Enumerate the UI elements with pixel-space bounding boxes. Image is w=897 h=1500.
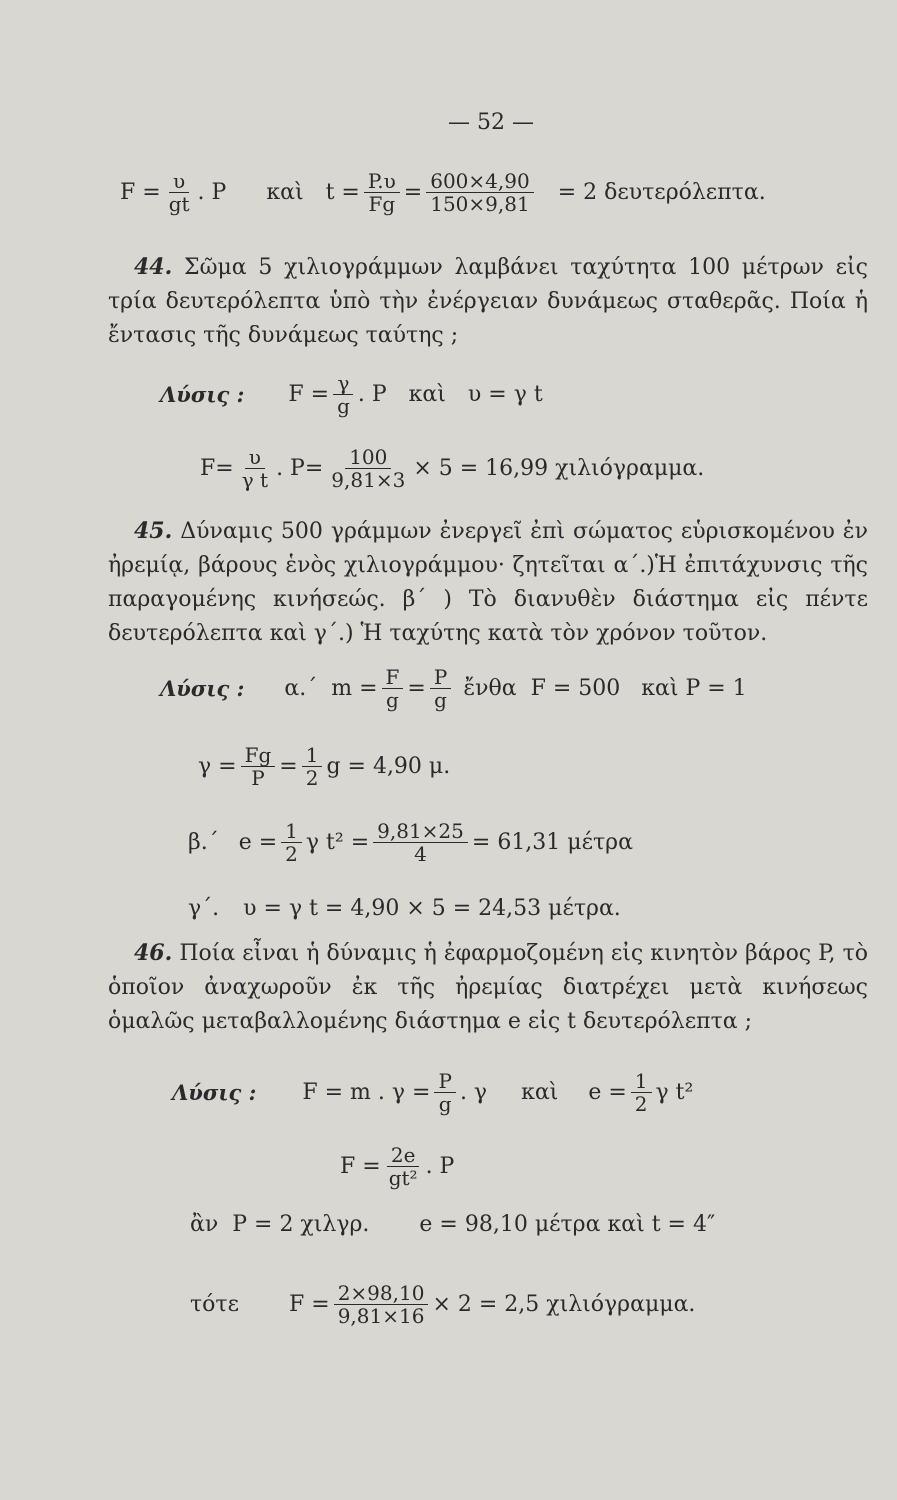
- formula-text: ἂν P = 2 χιλγρ.: [190, 1212, 370, 1237]
- formula-text: F =: [120, 180, 161, 205]
- solution-44-line2: [200, 446, 704, 491]
- formula-text: m =: [331, 676, 378, 701]
- formula-text: ἔνθα F = 500 καὶ P = 1: [463, 676, 747, 701]
- denominator: gt²: [388, 1166, 418, 1190]
- formula-text: . P: [425, 1154, 455, 1179]
- formula-text: . P=: [276, 456, 324, 481]
- solution-45-c: [188, 896, 621, 921]
- fraction: [373, 820, 468, 865]
- denominator: 4: [414, 842, 427, 866]
- page-number: — 52 —: [448, 110, 534, 135]
- denominator: 9,81×16: [337, 1304, 425, 1328]
- formula-text: καὶ: [408, 382, 446, 407]
- denominator: gt: [168, 192, 190, 216]
- formula-text: × 5 = 16,99 χιλιόγραμμα.: [413, 456, 705, 481]
- formula-text: = 61,31 μέτρα: [471, 830, 633, 855]
- denominator: g: [434, 688, 447, 712]
- numerator: 600×4,90: [426, 170, 533, 193]
- formula-text: καὶ: [266, 180, 304, 205]
- numerator: 100: [345, 446, 391, 469]
- denominator: g: [337, 394, 350, 418]
- fraction: [281, 820, 302, 865]
- denominator: 2: [305, 766, 319, 790]
- denominator: g: [438, 1092, 452, 1116]
- solution-45-gamma: [198, 744, 450, 789]
- numerator: 1: [302, 744, 323, 767]
- formula-text: καὶ: [521, 1080, 559, 1105]
- numerator: P: [434, 1070, 455, 1093]
- fraction: [241, 744, 276, 789]
- problem-text: Σῶμα 5 χιλιογράμμων λαμβάνει ταχύτητα 100 μέτρων εἰς τρία δευτερόλεπτα ὑπὸ τὴν ἐνέργειαν δυνάμεως σταθερᾶς. Ποία ἡ ἔντασις τῆς δυνάμεως ταύτης ;: [108, 255, 868, 348]
- denominator: P: [251, 766, 265, 790]
- formula-text: e =: [238, 830, 278, 855]
- problem-44: [108, 250, 868, 353]
- solution-46-line2: [340, 1144, 454, 1189]
- numerator: 1: [281, 820, 302, 843]
- problem-number: 45.: [134, 518, 173, 544]
- formula-text: γ t²: [655, 1080, 694, 1105]
- denominator: g: [386, 688, 399, 712]
- formula-text: F =: [340, 1154, 381, 1179]
- formula-text: t =: [325, 180, 360, 205]
- formula-text: =: [407, 676, 426, 701]
- denominator: 2: [285, 842, 298, 866]
- formula-text: . P: [357, 382, 387, 407]
- solution-45-a: [160, 666, 747, 711]
- solution-45-b: [188, 820, 633, 865]
- formula-text: . γ: [459, 1080, 488, 1105]
- formula-text: τότε: [190, 1292, 239, 1317]
- fraction: [165, 170, 194, 215]
- solution-44-line1: [160, 372, 543, 417]
- solution-46-line3: [190, 1212, 715, 1237]
- problem-46: [108, 936, 868, 1039]
- formula-text: α.΄: [284, 676, 318, 701]
- problem-text: Ποία εἶναι ἡ δύναμις ἡ ἐφαρμοζομένη εἰς κινητὸν βάρος P, τὸ ὁποῖον ἀναχωροῦν ἐκ τῆς ἠρεμίας διατρέχει μετὰ κινήσεως ὁμαλῶς μεταβαλλομένης διάστημα e εἰς t δευτερόλεπτα ;: [108, 941, 868, 1034]
- formula-text: e =: [588, 1080, 627, 1105]
- fraction: [434, 1070, 455, 1115]
- formula-text: γ =: [198, 754, 237, 779]
- fraction: [631, 1070, 652, 1115]
- denominator: 150×9,81: [430, 192, 530, 216]
- formula-text: × 2 = 2,5 χιλιόγραμμα.: [432, 1292, 696, 1317]
- numerator: P.υ: [364, 170, 400, 193]
- denominator: γ t: [241, 468, 269, 492]
- fraction: [333, 372, 354, 417]
- lysis-label: Λύσις :: [160, 382, 245, 407]
- fraction: [382, 666, 404, 711]
- formula-text: = 2 δευτερόλεπτα.: [557, 180, 766, 205]
- numerator: Fg: [241, 744, 276, 767]
- numerator: F: [382, 666, 404, 689]
- formula-text: β.΄: [188, 830, 219, 855]
- denominator: 9,81×3: [331, 468, 406, 492]
- fraction: [430, 666, 451, 711]
- formula-text: =: [403, 180, 423, 205]
- solution-46-line1: [172, 1070, 693, 1115]
- top-formula: [120, 170, 766, 215]
- formula-text: =: [279, 754, 298, 779]
- formula-text: g = 4,90 μ.: [326, 754, 451, 779]
- problem-text: Δύναμις 500 γράμμων ἐνεργεῖ ἐπὶ σώματος εὑρισκομένου ἐν ἠρεμίᾳ, βάρους ἑνὸς χιλιογράμμου· ζητεῖται α΄.)Ἡ ἐπιτάχυνσις τῆς παραγομένης κινήσεώς. β΄ ) Τὸ διανυθὲν διάστημα εἰς πέντε δευτερόλεπτα καὶ γ΄.) Ἡ ταχύτης κατὰ τὸν χρόνον τοῦτον.: [108, 519, 868, 646]
- lysis-label: Λύσις :: [172, 1080, 257, 1105]
- formula-text: F =: [288, 1292, 330, 1317]
- numerator: P: [430, 666, 451, 689]
- denominator: Fg: [368, 192, 396, 216]
- solution-46-line4: [190, 1282, 695, 1327]
- formula-text: γ t² =: [305, 830, 370, 855]
- numerator: 2×98,10: [334, 1282, 429, 1305]
- numerator: 1: [631, 1070, 652, 1093]
- fraction: [302, 744, 323, 789]
- fraction: [385, 1144, 422, 1189]
- formula-text: . P: [197, 180, 227, 205]
- numerator: 2e: [387, 1144, 420, 1167]
- numerator: γ: [333, 372, 353, 395]
- formula-text: F = m . γ =: [302, 1080, 431, 1105]
- formula-text: υ = γ t = 4,90 × 5 = 24,53 μέτρα.: [243, 896, 621, 921]
- formula-text: γ΄.: [188, 896, 220, 921]
- problem-45: [108, 514, 868, 651]
- formula-text: F=: [200, 456, 234, 481]
- formula-text: e = 98,10 μέτρα καὶ t = 4″: [419, 1212, 716, 1237]
- fraction: [426, 170, 533, 215]
- problem-number: 44.: [134, 254, 173, 280]
- numerator: υ: [169, 170, 189, 193]
- fraction: [364, 170, 400, 215]
- formula-text: υ = γ t: [467, 382, 543, 407]
- numerator: 9,81×25: [373, 820, 468, 843]
- denominator: 2: [634, 1092, 648, 1116]
- lysis-label: Λύσις :: [160, 676, 245, 701]
- fraction: [238, 446, 272, 491]
- fraction: [334, 1282, 429, 1327]
- formula-text: F =: [288, 382, 330, 407]
- fraction: [327, 446, 409, 491]
- problem-number: 46.: [134, 940, 173, 966]
- numerator: υ: [245, 446, 265, 469]
